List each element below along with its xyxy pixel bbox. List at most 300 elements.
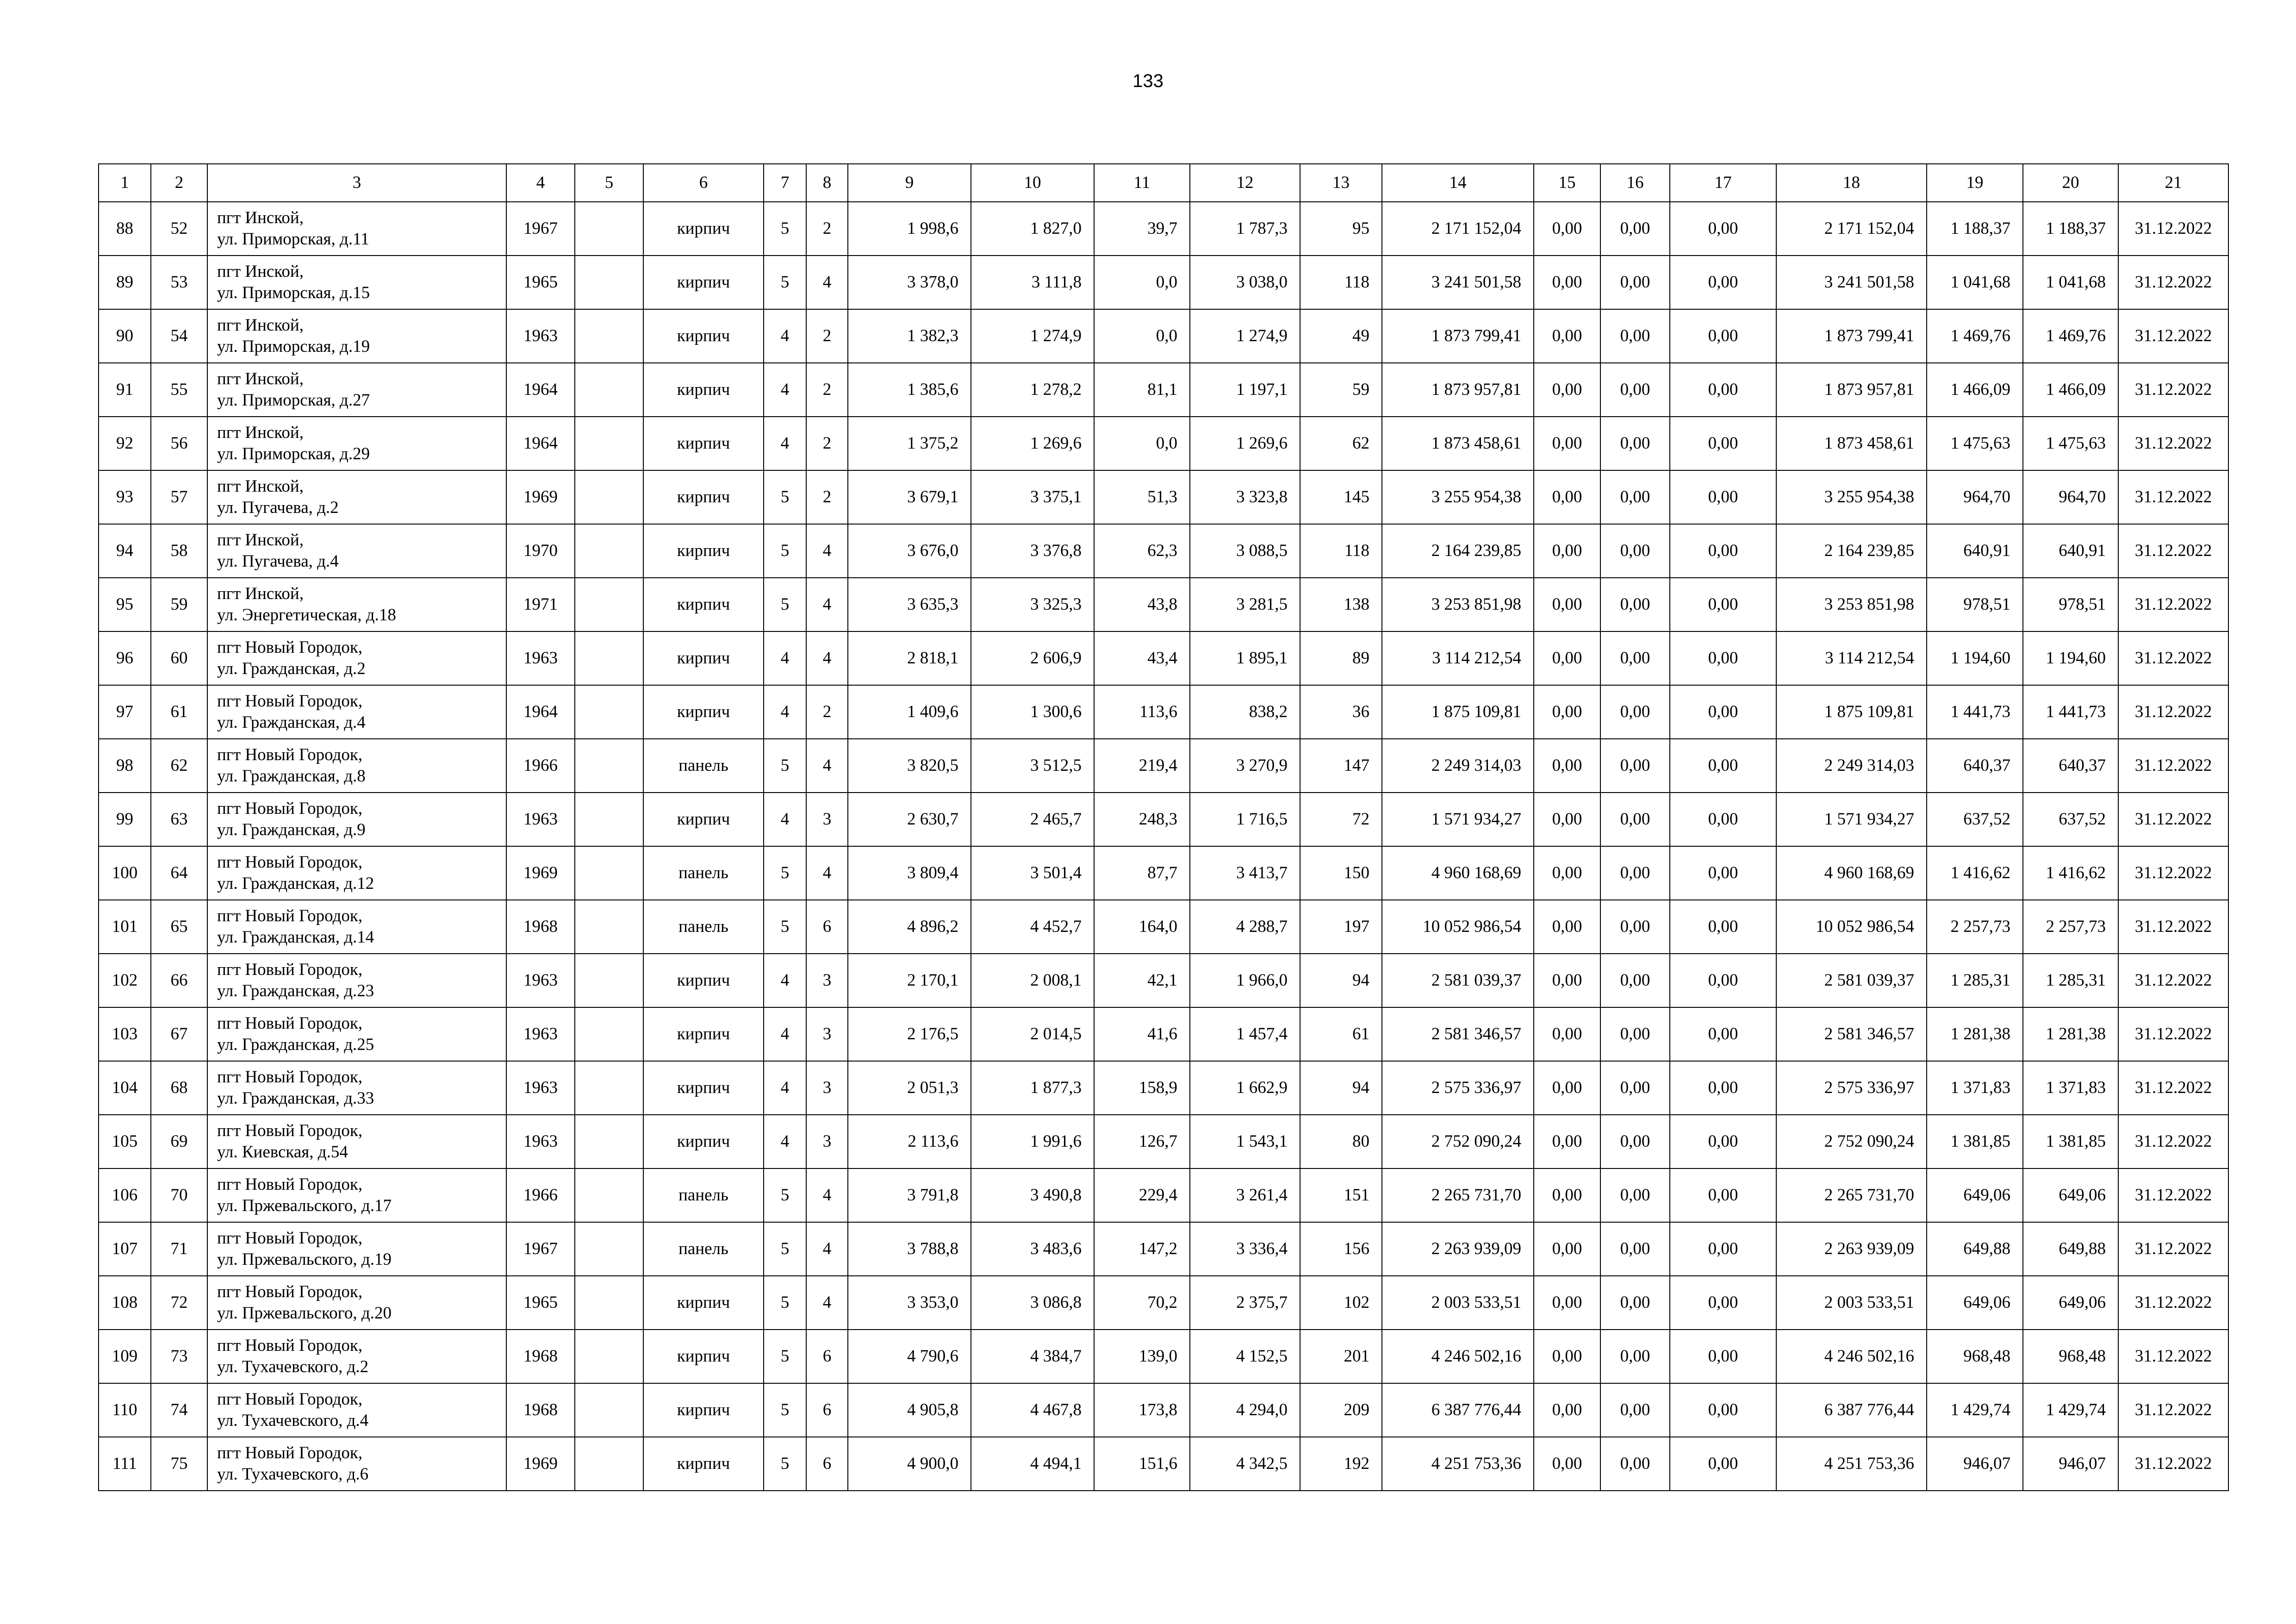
column-9-cell: 3 676,0 xyxy=(848,524,971,578)
column-9-cell: 3 791,8 xyxy=(848,1168,971,1222)
column-10-cell: 3 111,8 xyxy=(971,256,1094,309)
street-address: ул. Пржевальского, д.19 xyxy=(217,1250,392,1269)
entrances-cell: 6 xyxy=(806,1330,848,1383)
table-row xyxy=(99,739,2228,793)
row-number-cell: 101 xyxy=(99,900,151,954)
table-row xyxy=(99,202,2228,256)
year-built-cell: 1964 xyxy=(506,417,575,470)
floors-cell: 5 xyxy=(764,524,806,578)
wall-material-cell: кирпич xyxy=(643,202,764,256)
column-9-cell: 2 051,3 xyxy=(848,1061,971,1115)
street-address: ул. Гражданская, д.12 xyxy=(217,874,374,893)
column-19-cell: 649,06 xyxy=(1927,1276,2023,1330)
item-number-cell: 63 xyxy=(151,793,207,846)
column-19-cell: 649,88 xyxy=(1927,1222,2023,1276)
column-11-cell: 151,6 xyxy=(1094,1437,1190,1491)
column-13-cell: 192 xyxy=(1300,1437,1382,1491)
column-11-cell: 42,1 xyxy=(1094,954,1190,1007)
address-cell xyxy=(207,900,506,954)
column-19-cell: 1 041,68 xyxy=(1927,256,2023,309)
wall-material-cell: кирпич xyxy=(643,470,764,524)
table-row xyxy=(99,846,2228,900)
column-18-cell: 2 003 533,51 xyxy=(1776,1276,1927,1330)
column-12-cell: 1 543,1 xyxy=(1190,1115,1300,1168)
entrances-cell: 3 xyxy=(806,793,848,846)
table-row xyxy=(99,1330,2228,1383)
column-11-cell: 81,1 xyxy=(1094,363,1190,417)
date-cell: 31.12.2022 xyxy=(2118,793,2228,846)
column-10-cell: 2 008,1 xyxy=(971,954,1094,1007)
column-13-cell: 147 xyxy=(1300,739,1382,793)
row-number-cell: 95 xyxy=(99,578,151,631)
street-address: ул. Тухачевского, д.6 xyxy=(217,1465,369,1484)
item-number-cell: 54 xyxy=(151,309,207,363)
column-13-cell: 49 xyxy=(1300,309,1382,363)
column-14-cell: 1 875 109,81 xyxy=(1382,685,1534,739)
column-9-cell: 3 635,3 xyxy=(848,578,971,631)
column-9-cell: 2 170,1 xyxy=(848,954,971,1007)
wall-material-cell: кирпич xyxy=(643,578,764,631)
column-15-cell: 0,00 xyxy=(1534,1168,1600,1222)
column-10-cell: 3 376,8 xyxy=(971,524,1094,578)
column-12-cell: 4 342,5 xyxy=(1190,1437,1300,1491)
column-10-cell: 1 274,9 xyxy=(971,309,1094,363)
settlement-name: пгт Инской, xyxy=(217,369,304,388)
wall-material-cell: кирпич xyxy=(643,1115,764,1168)
column-9-cell: 3 679,1 xyxy=(848,470,971,524)
street-address: ул. Гражданская, д.8 xyxy=(217,767,366,786)
column-header-21: 21 xyxy=(2118,164,2228,202)
column-13-cell: 209 xyxy=(1300,1383,1382,1437)
column-19-cell: 946,07 xyxy=(1927,1437,2023,1491)
column-17-cell: 0,00 xyxy=(1670,739,1776,793)
column-10-cell: 3 501,4 xyxy=(971,846,1094,900)
column-20-cell: 640,37 xyxy=(2023,739,2118,793)
year-built-cell: 1966 xyxy=(506,1168,575,1222)
column-14-cell: 1 873 957,81 xyxy=(1382,363,1534,417)
table-row xyxy=(99,1061,2228,1115)
year-built-cell: 1969 xyxy=(506,1437,575,1491)
column-13-cell: 59 xyxy=(1300,363,1382,417)
entrances-cell: 6 xyxy=(806,1383,848,1437)
column-5-cell xyxy=(575,1437,643,1491)
column-12-cell: 838,2 xyxy=(1190,685,1300,739)
column-15-cell: 0,00 xyxy=(1534,1330,1600,1383)
street-address: ул. Пугачева, д.2 xyxy=(217,498,339,517)
entrances-cell: 2 xyxy=(806,202,848,256)
entrances-cell: 2 xyxy=(806,363,848,417)
street-address: ул. Гражданская, д.14 xyxy=(217,928,374,947)
column-16-cell: 0,00 xyxy=(1600,1168,1670,1222)
column-17-cell: 0,00 xyxy=(1670,202,1776,256)
column-9-cell: 4 905,8 xyxy=(848,1383,971,1437)
date-cell: 31.12.2022 xyxy=(2118,363,2228,417)
row-number-cell: 108 xyxy=(99,1276,151,1330)
column-16-cell: 0,00 xyxy=(1600,1276,1670,1330)
year-built-cell: 1965 xyxy=(506,256,575,309)
column-13-cell: 118 xyxy=(1300,256,1382,309)
entrances-cell: 4 xyxy=(806,256,848,309)
column-18-cell: 3 114 212,54 xyxy=(1776,631,1927,685)
row-number-cell: 94 xyxy=(99,524,151,578)
column-19-cell: 964,70 xyxy=(1927,470,2023,524)
column-20-cell: 1 381,85 xyxy=(2023,1115,2118,1168)
column-18-cell: 3 241 501,58 xyxy=(1776,256,1927,309)
street-address: ул. Энергетическая, д.18 xyxy=(217,606,396,625)
table-row xyxy=(99,524,2228,578)
floors-cell: 5 xyxy=(764,1330,806,1383)
column-12-cell: 3 088,5 xyxy=(1190,524,1300,578)
column-18-cell: 3 253 851,98 xyxy=(1776,578,1927,631)
column-header-13: 13 xyxy=(1300,164,1382,202)
column-10-cell: 3 512,5 xyxy=(971,739,1094,793)
column-5-cell xyxy=(575,309,643,363)
column-14-cell: 1 873 799,41 xyxy=(1382,309,1534,363)
floors-cell: 5 xyxy=(764,1168,806,1222)
column-19-cell: 968,48 xyxy=(1927,1330,2023,1383)
street-address: ул. Тухачевского, д.2 xyxy=(217,1357,369,1376)
column-17-cell: 0,00 xyxy=(1670,1061,1776,1115)
date-cell: 31.12.2022 xyxy=(2118,1222,2228,1276)
floors-cell: 5 xyxy=(764,1383,806,1437)
street-address: ул. Гражданская, д.25 xyxy=(217,1035,374,1054)
address-cell xyxy=(207,1168,506,1222)
entrances-cell: 2 xyxy=(806,417,848,470)
column-header-10: 10 xyxy=(971,164,1094,202)
column-11-cell: 0,0 xyxy=(1094,256,1190,309)
date-cell: 31.12.2022 xyxy=(2118,1330,2228,1383)
item-number-cell: 68 xyxy=(151,1061,207,1115)
column-20-cell: 978,51 xyxy=(2023,578,2118,631)
floors-cell: 5 xyxy=(764,846,806,900)
column-19-cell: 1 381,85 xyxy=(1927,1115,2023,1168)
wall-material-cell: кирпич xyxy=(643,793,764,846)
column-9-cell: 1 385,6 xyxy=(848,363,971,417)
column-18-cell: 3 255 954,38 xyxy=(1776,470,1927,524)
date-cell: 31.12.2022 xyxy=(2118,1168,2228,1222)
address-cell xyxy=(207,524,506,578)
column-17-cell: 0,00 xyxy=(1670,1330,1776,1383)
address-cell xyxy=(207,739,506,793)
year-built-cell: 1963 xyxy=(506,1061,575,1115)
year-built-cell: 1969 xyxy=(506,846,575,900)
item-number-cell: 73 xyxy=(151,1330,207,1383)
row-number-cell: 109 xyxy=(99,1330,151,1383)
settlement-name: пгт Новый Городок, xyxy=(217,1336,363,1355)
column-14-cell: 3 255 954,38 xyxy=(1382,470,1534,524)
entrances-cell: 3 xyxy=(806,1061,848,1115)
column-number-header-row xyxy=(99,164,2228,202)
column-5-cell xyxy=(575,1383,643,1437)
year-built-cell: 1968 xyxy=(506,900,575,954)
item-number-cell: 58 xyxy=(151,524,207,578)
column-13-cell: 94 xyxy=(1300,954,1382,1007)
column-10-cell: 1 278,2 xyxy=(971,363,1094,417)
street-address: ул. Пугачева, д.4 xyxy=(217,552,339,571)
settlement-name: пгт Новый Городок, xyxy=(217,638,363,657)
address-cell xyxy=(207,578,506,631)
address-cell xyxy=(207,1222,506,1276)
column-13-cell: 145 xyxy=(1300,470,1382,524)
column-18-cell: 2 249 314,03 xyxy=(1776,739,1927,793)
address-cell xyxy=(207,417,506,470)
item-number-cell: 75 xyxy=(151,1437,207,1491)
street-address: ул. Киевская, д.54 xyxy=(217,1143,348,1162)
date-cell: 31.12.2022 xyxy=(2118,846,2228,900)
column-14-cell: 1 873 458,61 xyxy=(1382,417,1534,470)
column-19-cell: 640,37 xyxy=(1927,739,2023,793)
item-number-cell: 74 xyxy=(151,1383,207,1437)
column-16-cell: 0,00 xyxy=(1600,793,1670,846)
column-19-cell: 1 469,76 xyxy=(1927,309,2023,363)
row-number-cell: 111 xyxy=(99,1437,151,1491)
year-built-cell: 1967 xyxy=(506,202,575,256)
column-header-18: 18 xyxy=(1776,164,1927,202)
column-18-cell: 1 873 799,41 xyxy=(1776,309,1927,363)
street-address: ул. Гражданская, д.2 xyxy=(217,659,366,678)
year-built-cell: 1963 xyxy=(506,793,575,846)
column-19-cell: 649,06 xyxy=(1927,1168,2023,1222)
wall-material-cell: кирпич xyxy=(643,1330,764,1383)
column-12-cell: 1 274,9 xyxy=(1190,309,1300,363)
column-13-cell: 72 xyxy=(1300,793,1382,846)
column-9-cell: 1 375,2 xyxy=(848,417,971,470)
wall-material-cell: кирпич xyxy=(643,417,764,470)
column-15-cell: 0,00 xyxy=(1534,1276,1600,1330)
column-16-cell: 0,00 xyxy=(1600,524,1670,578)
column-19-cell: 1 188,37 xyxy=(1927,202,2023,256)
date-cell: 31.12.2022 xyxy=(2118,202,2228,256)
column-20-cell: 649,06 xyxy=(2023,1276,2118,1330)
column-11-cell: 147,2 xyxy=(1094,1222,1190,1276)
column-12-cell: 4 294,0 xyxy=(1190,1383,1300,1437)
column-12-cell: 1 787,3 xyxy=(1190,202,1300,256)
date-cell: 31.12.2022 xyxy=(2118,739,2228,793)
date-cell: 31.12.2022 xyxy=(2118,1061,2228,1115)
column-19-cell: 978,51 xyxy=(1927,578,2023,631)
column-11-cell: 139,0 xyxy=(1094,1330,1190,1383)
column-10-cell: 4 467,8 xyxy=(971,1383,1094,1437)
column-15-cell: 0,00 xyxy=(1534,954,1600,1007)
column-16-cell: 0,00 xyxy=(1600,1115,1670,1168)
row-number-cell: 105 xyxy=(99,1115,151,1168)
address-cell xyxy=(207,363,506,417)
column-16-cell: 0,00 xyxy=(1600,1222,1670,1276)
column-5-cell xyxy=(575,578,643,631)
item-number-cell: 52 xyxy=(151,202,207,256)
column-10-cell: 1 877,3 xyxy=(971,1061,1094,1115)
column-18-cell: 10 052 986,54 xyxy=(1776,900,1927,954)
column-13-cell: 89 xyxy=(1300,631,1382,685)
column-10-cell: 1 827,0 xyxy=(971,202,1094,256)
address-cell xyxy=(207,846,506,900)
wall-material-cell: кирпич xyxy=(643,1276,764,1330)
column-12-cell: 3 413,7 xyxy=(1190,846,1300,900)
year-built-cell: 1963 xyxy=(506,309,575,363)
settlement-name: пгт Новый Городок, xyxy=(217,799,363,818)
column-20-cell: 649,88 xyxy=(2023,1222,2118,1276)
column-9-cell: 3 788,8 xyxy=(848,1222,971,1276)
column-9-cell: 4 900,0 xyxy=(848,1437,971,1491)
table-row xyxy=(99,470,2228,524)
column-16-cell: 0,00 xyxy=(1600,900,1670,954)
column-11-cell: 87,7 xyxy=(1094,846,1190,900)
table-row xyxy=(99,309,2228,363)
table-row xyxy=(99,1276,2228,1330)
column-14-cell: 2 265 731,70 xyxy=(1382,1168,1534,1222)
column-11-cell: 43,8 xyxy=(1094,578,1190,631)
column-header-3: 3 xyxy=(207,164,506,202)
column-17-cell: 0,00 xyxy=(1670,631,1776,685)
column-5-cell xyxy=(575,685,643,739)
column-12-cell: 3 038,0 xyxy=(1190,256,1300,309)
column-12-cell: 4 152,5 xyxy=(1190,1330,1300,1383)
column-header-4: 4 xyxy=(506,164,575,202)
column-20-cell: 1 469,76 xyxy=(2023,309,2118,363)
column-17-cell: 0,00 xyxy=(1670,900,1776,954)
column-5-cell xyxy=(575,954,643,1007)
table-row xyxy=(99,1007,2228,1061)
column-14-cell: 2 575 336,97 xyxy=(1382,1061,1534,1115)
column-10-cell: 1 269,6 xyxy=(971,417,1094,470)
floors-cell: 5 xyxy=(764,739,806,793)
settlement-name: пгт Новый Городок, xyxy=(217,692,363,711)
address-cell xyxy=(207,1007,506,1061)
column-15-cell: 0,00 xyxy=(1534,309,1600,363)
column-10-cell: 3 490,8 xyxy=(971,1168,1094,1222)
column-12-cell: 1 662,9 xyxy=(1190,1061,1300,1115)
floors-cell: 5 xyxy=(764,1222,806,1276)
column-5-cell xyxy=(575,1061,643,1115)
row-number-cell: 97 xyxy=(99,685,151,739)
address-cell xyxy=(207,256,506,309)
column-17-cell: 0,00 xyxy=(1670,417,1776,470)
column-10-cell: 3 483,6 xyxy=(971,1222,1094,1276)
column-15-cell: 0,00 xyxy=(1534,1437,1600,1491)
year-built-cell: 1966 xyxy=(506,739,575,793)
settlement-name: пгт Новый Городок, xyxy=(217,906,363,925)
column-19-cell: 1 371,83 xyxy=(1927,1061,2023,1115)
column-20-cell: 964,70 xyxy=(2023,470,2118,524)
entrances-cell: 2 xyxy=(806,470,848,524)
wall-material-cell: кирпич xyxy=(643,309,764,363)
column-17-cell: 0,00 xyxy=(1670,256,1776,309)
column-11-cell: 0,0 xyxy=(1094,417,1190,470)
column-16-cell: 0,00 xyxy=(1600,202,1670,256)
street-address: ул. Тухачевского, д.4 xyxy=(217,1411,369,1430)
date-cell: 31.12.2022 xyxy=(2118,1276,2228,1330)
column-20-cell: 640,91 xyxy=(2023,524,2118,578)
column-19-cell: 1 429,74 xyxy=(1927,1383,2023,1437)
column-14-cell: 2 249 314,03 xyxy=(1382,739,1534,793)
item-number-cell: 59 xyxy=(151,578,207,631)
wall-material-cell: кирпич xyxy=(643,631,764,685)
column-16-cell: 0,00 xyxy=(1600,739,1670,793)
year-built-cell: 1964 xyxy=(506,363,575,417)
column-11-cell: 70,2 xyxy=(1094,1276,1190,1330)
column-5-cell xyxy=(575,1115,643,1168)
column-10-cell: 2 465,7 xyxy=(971,793,1094,846)
floors-cell: 5 xyxy=(764,202,806,256)
column-13-cell: 94 xyxy=(1300,1061,1382,1115)
wall-material-cell: панель xyxy=(643,1168,764,1222)
column-10-cell: 1 300,6 xyxy=(971,685,1094,739)
floors-cell: 5 xyxy=(764,578,806,631)
column-14-cell: 6 387 776,44 xyxy=(1382,1383,1534,1437)
table-row xyxy=(99,256,2228,309)
column-11-cell: 113,6 xyxy=(1094,685,1190,739)
settlement-name: пгт Инской, xyxy=(217,208,304,227)
entrances-cell: 2 xyxy=(806,309,848,363)
address-cell xyxy=(207,470,506,524)
entrances-cell: 4 xyxy=(806,631,848,685)
settlement-name: пгт Новый Городок, xyxy=(217,1121,363,1140)
column-11-cell: 248,3 xyxy=(1094,793,1190,846)
column-12-cell: 4 288,7 xyxy=(1190,900,1300,954)
table-row xyxy=(99,793,2228,846)
address-cell xyxy=(207,1115,506,1168)
floors-cell: 4 xyxy=(764,1115,806,1168)
year-built-cell: 1963 xyxy=(506,954,575,1007)
entrances-cell: 3 xyxy=(806,1115,848,1168)
date-cell: 31.12.2022 xyxy=(2118,900,2228,954)
floors-cell: 4 xyxy=(764,1007,806,1061)
column-11-cell: 164,0 xyxy=(1094,900,1190,954)
column-13-cell: 156 xyxy=(1300,1222,1382,1276)
housing-registry-table xyxy=(98,163,2229,1491)
year-built-cell: 1971 xyxy=(506,578,575,631)
floors-cell: 5 xyxy=(764,1276,806,1330)
column-18-cell: 4 251 753,36 xyxy=(1776,1437,1927,1491)
year-built-cell: 1963 xyxy=(506,631,575,685)
settlement-name: пгт Новый Городок, xyxy=(217,853,363,872)
column-header-14: 14 xyxy=(1382,164,1534,202)
column-12-cell: 3 261,4 xyxy=(1190,1168,1300,1222)
column-header-2: 2 xyxy=(151,164,207,202)
year-built-cell: 1969 xyxy=(506,470,575,524)
street-address: ул. Гражданская, д.4 xyxy=(217,713,366,732)
column-5-cell xyxy=(575,739,643,793)
column-17-cell: 0,00 xyxy=(1670,524,1776,578)
floors-cell: 5 xyxy=(764,470,806,524)
column-15-cell: 0,00 xyxy=(1534,256,1600,309)
column-16-cell: 0,00 xyxy=(1600,363,1670,417)
row-number-cell: 98 xyxy=(99,739,151,793)
column-18-cell: 2 265 731,70 xyxy=(1776,1168,1927,1222)
street-address: ул. Пржевальского, д.17 xyxy=(217,1196,392,1215)
column-header-20: 20 xyxy=(2023,164,2118,202)
column-header-12: 12 xyxy=(1190,164,1300,202)
column-13-cell: 138 xyxy=(1300,578,1382,631)
floors-cell: 4 xyxy=(764,954,806,1007)
column-17-cell: 0,00 xyxy=(1670,578,1776,631)
column-header-8: 8 xyxy=(806,164,848,202)
column-14-cell: 2 581 346,57 xyxy=(1382,1007,1534,1061)
column-15-cell: 0,00 xyxy=(1534,524,1600,578)
column-13-cell: 80 xyxy=(1300,1115,1382,1168)
column-13-cell: 150 xyxy=(1300,846,1382,900)
table-row xyxy=(99,954,2228,1007)
date-cell: 31.12.2022 xyxy=(2118,524,2228,578)
column-17-cell: 0,00 xyxy=(1670,1115,1776,1168)
column-header-6: 6 xyxy=(643,164,764,202)
column-20-cell: 1 285,31 xyxy=(2023,954,2118,1007)
item-number-cell: 64 xyxy=(151,846,207,900)
column-14-cell: 10 052 986,54 xyxy=(1382,900,1534,954)
row-number-cell: 107 xyxy=(99,1222,151,1276)
year-built-cell: 1963 xyxy=(506,1007,575,1061)
wall-material-cell: панель xyxy=(643,1222,764,1276)
